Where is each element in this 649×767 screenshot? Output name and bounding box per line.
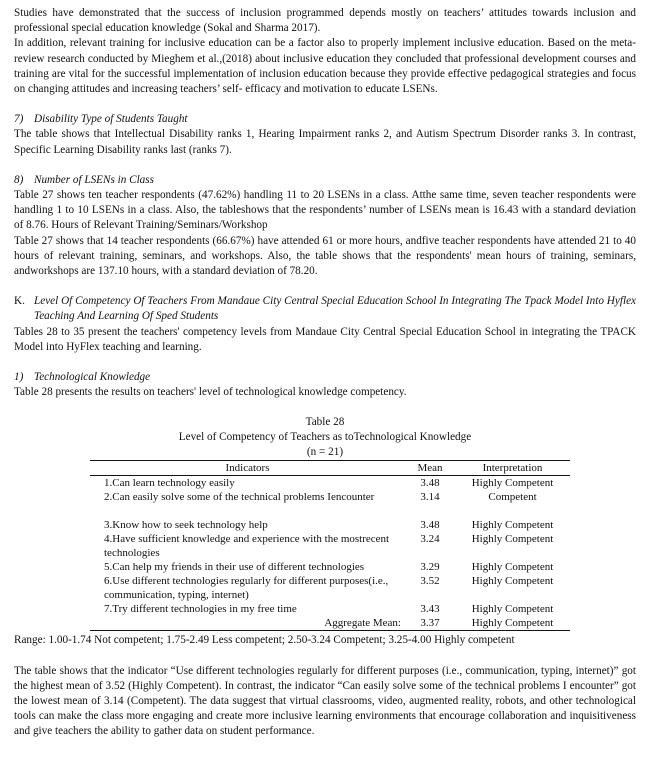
- row-mean: 3.48: [420, 477, 440, 490]
- section-8-body-1: Table 27 shows ten teacher respondents (47.62%) handling 11 to 20 LSENs in a class. Atthe same time, seven teacher respondents were handling 1 to 10 LSENs in a class. Also, the tableshows that the respondents’ number of LSENs mean is 16.43 with a standard deviation of 8.76. Hours of Relevant Training/Seminars/Workshop: [14, 189, 636, 232]
- row-mean: 3.29: [420, 561, 440, 574]
- row-interpretation: Highly Competent: [471, 603, 554, 616]
- range-legend: Range: 1.00-1.74 Not competent; 1.75-2.49 Less competent; 2.50-3.24 Competent; 3.25-4.00 Highly competent: [14, 634, 515, 647]
- row-indicator: 4.Have sufficient knowledge and experience with the mostrecent technologies: [104, 533, 390, 560]
- table-header-row: [90, 461, 570, 476]
- table-row: [90, 490, 570, 504]
- aggregate-mean: 3.37: [405, 616, 455, 631]
- row-mean: 3.48: [420, 519, 440, 532]
- section-k-heading: [14, 294, 636, 324]
- section-7-heading: [14, 112, 636, 127]
- row-mean: 3.43: [420, 603, 440, 616]
- row-indicator: 2.Can easily solve some of the technical problems Iencounter: [104, 491, 375, 504]
- section-1-number: 1): [14, 371, 24, 384]
- row-mean: 3.52: [420, 575, 440, 588]
- section-k-body: Tables 28 to 35 present the teachers' competency levels from Mandaue City Central Special Education School in integrating the TPACK Model into HyFlex teaching and learning.: [14, 325, 636, 353]
- table-row: [90, 574, 570, 602]
- intro-paragraph-2: In addition, relevant training for inclusive education can be a factor also to properly implement inclusive education. Based on the meta-review research conducted by Mieghem et al.,(2018) about inclusive education they concluded that professional development courses and training are vital for the successful implementation of inclusion education because they provide effective pedagogical strategies and focus on changing attitudes and increasing teachers’ self- efficacy and motivation to educate LSENs.: [14, 37, 636, 96]
- intro-paragraph-1: Studies have demonstrated that the success of inclusion programmed depends mostly on teachers’ attitudes towards inclusion and professional special education knowledge (Sokal and Sharma 2017).: [14, 7, 636, 35]
- table-row: [90, 518, 570, 532]
- section-8-heading: [14, 173, 636, 188]
- competency-table: [90, 460, 570, 631]
- table-row: [90, 602, 570, 616]
- aggregate-interpretation: Highly Competent: [455, 616, 570, 631]
- row-mean: 3.14: [420, 491, 440, 504]
- section-1-title: Technological Knowledge: [34, 371, 151, 384]
- header-mean: Mean: [405, 461, 455, 476]
- section-8-title: Number of LSENs in Class: [34, 173, 154, 186]
- section-8-body-2: Table 27 shows that 14 teacher respondents (66.67%) have attended 61 or more hours, andfive teacher respondents have attended 21 to 40 hours of relevant training, seminars, and workshops. Also, the table shows that the respondents' mean hours of training, seminars, andworkshops are 137.10 hours, with a standard deviation of 78.20.: [14, 234, 636, 278]
- section-1-heading: [14, 370, 636, 385]
- row-interpretation: Highly Competent: [471, 533, 554, 546]
- header-indicators: Indicators: [90, 461, 405, 476]
- table-caption: Table 28: [305, 416, 345, 429]
- row-interpretation: Highly Competent: [471, 561, 554, 574]
- section-k-title: Level Of Competency Of Teachers From Mandaue City Central Special Education School In Integrating The Tpack Model Into Hyflex Teaching And Learning Of Sped Students: [34, 295, 636, 323]
- row-indicator: 6.Use different technologies regularly for different purposes(i.e., communication, typing, internet): [104, 575, 389, 602]
- section-7-body: The table shows that Intellectual Disability ranks 1, Hearing Impairment ranks 2, and Autism Spectrum Disorder ranks 3. In contrast, Specific Learning Disability ranks last (ranks 7).: [14, 128, 636, 156]
- table-title: Level of Competency of Teachers as toTechnological Knowledge: [178, 431, 472, 444]
- row-indicator: 5.Can help my friends in their use of different technologies: [104, 561, 365, 574]
- table-row: [90, 560, 570, 574]
- document-page: [14, 6, 636, 740]
- section-8-number: 8): [14, 173, 24, 186]
- row-indicator: 3.Know how to seek technology help: [104, 519, 268, 532]
- section-7-title: Disability Type of Students Taught: [34, 113, 188, 126]
- table-row: [90, 532, 570, 560]
- section-k-number: K.: [14, 295, 25, 308]
- row-mean: 3.24: [420, 533, 440, 546]
- section-7-number: 7): [14, 113, 24, 126]
- table-sample-size: (n = 21): [306, 446, 344, 459]
- row-interpretation: Highly Competent: [471, 477, 554, 490]
- row-indicator: 7.Try different technologies in my free time: [104, 603, 297, 616]
- row-interpretation: Highly Competent: [471, 519, 554, 532]
- row-interpretation: Competent: [488, 491, 537, 504]
- header-interpretation: Interpretation: [455, 461, 570, 476]
- table-row: [90, 476, 570, 491]
- aggregate-label: Aggregate Mean:: [90, 616, 405, 631]
- conclusion-paragraph: The table shows that the indicator “Use different technologies regularly for different purposes (i.e., communication, typing, internet)” got the highest mean of 3.52 (Highly Competent). In contrast, the indicator “Can easily solve some of the technical problems I encounter” got the lowest mean of 3.14 (Competent). The data suggest that virtual classrooms, video, augmented reality, robots, and other technological tools can make the class more engaging and create more inclusive learning environments that encourage collaboration and inquisitiveness and give teachers the ability to gather data on student performance.: [14, 664, 636, 738]
- section-1-body: Table 28 presents the results on teachers' level of technological knowledge competency.: [14, 386, 407, 399]
- aggregate-row: [90, 616, 570, 631]
- row-indicator: 1.Can learn technology easily: [104, 477, 235, 490]
- row-interpretation: Highly Competent: [471, 575, 554, 588]
